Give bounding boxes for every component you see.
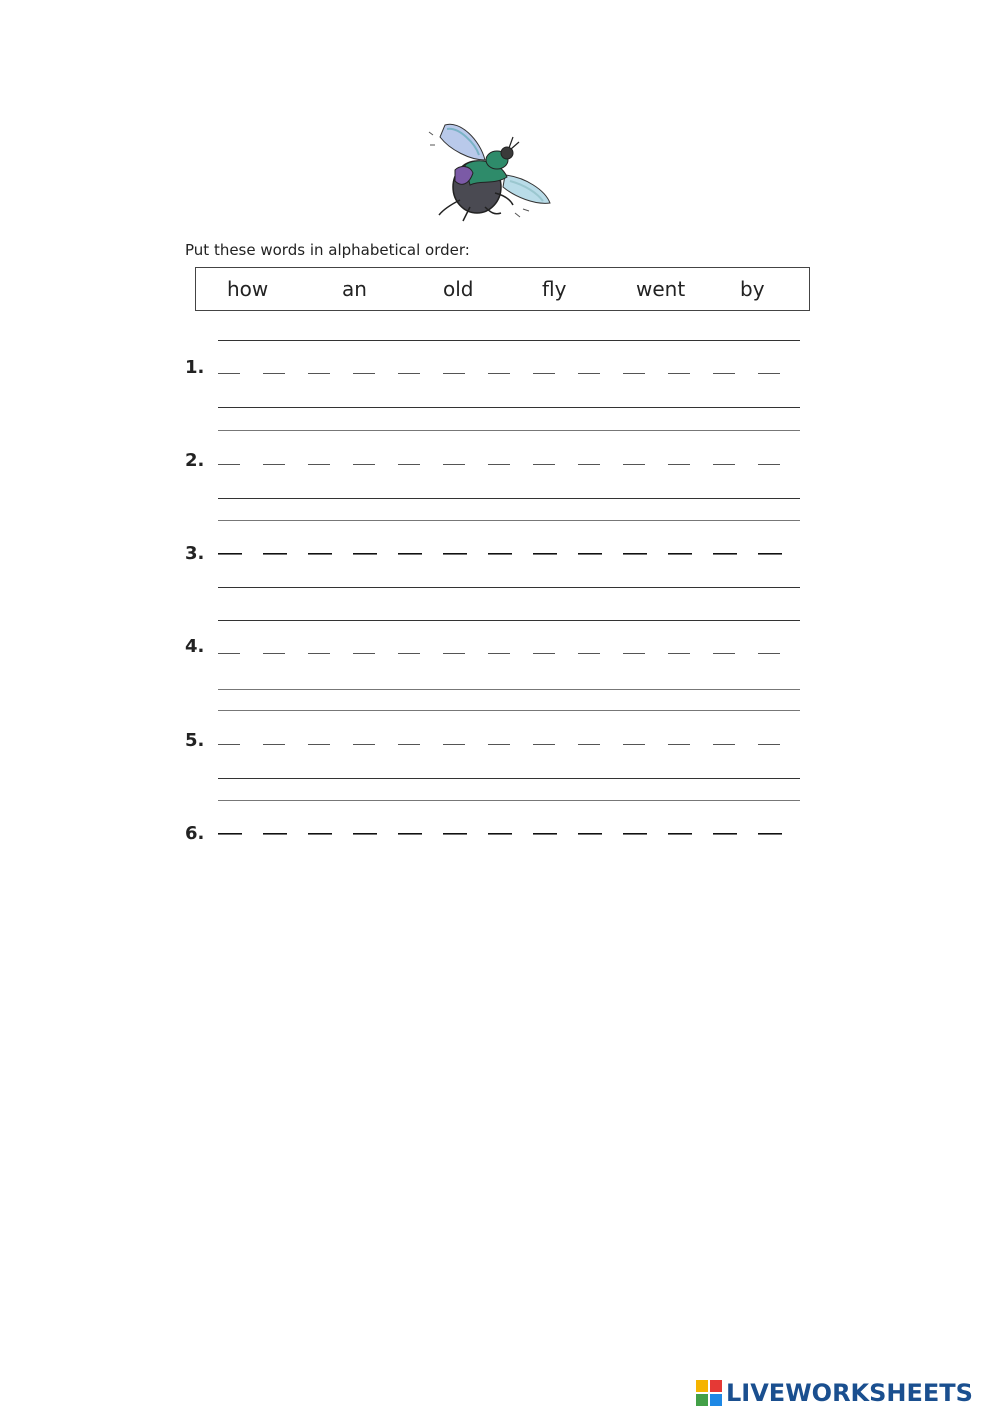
row-number: 6. (185, 823, 205, 844)
answer-row[interactable] (0, 710, 1000, 790)
top-line (218, 430, 800, 431)
word-bank-item: how (227, 277, 269, 301)
top-line (218, 620, 800, 621)
liveworksheets-brand[interactable] (696, 1378, 973, 1408)
base-line (218, 498, 800, 499)
liveworksheets-logo-icon (696, 1380, 722, 1406)
base-line (218, 778, 800, 779)
row-number: 1. (185, 357, 205, 378)
midline-dashes (218, 373, 802, 374)
answer-row[interactable] (0, 520, 1000, 600)
base-line (218, 407, 800, 408)
base-line (218, 587, 800, 588)
midline-dashes (218, 744, 802, 745)
top-line (218, 520, 800, 521)
word-bank-item: old (443, 277, 474, 301)
midline-dashes (218, 833, 802, 835)
answer-row[interactable] (0, 340, 1000, 420)
answer-row[interactable] (0, 430, 1000, 510)
row-number: 4. (185, 636, 205, 657)
top-line (218, 800, 800, 801)
row-number: 2. (185, 450, 205, 471)
top-line (218, 710, 800, 711)
row-number: 5. (185, 730, 205, 751)
brand-name: LIVEWORKSHEETS (726, 1379, 973, 1407)
word-bank-item: fly (542, 277, 567, 301)
midline-dashes (218, 464, 802, 465)
word-bank-item: by (740, 277, 765, 301)
word-bank (195, 267, 810, 311)
midline-dashes (218, 553, 802, 555)
top-line (218, 340, 800, 341)
midline-dashes (218, 653, 802, 654)
beetle-icon (425, 115, 560, 225)
row-number: 3. (185, 543, 205, 564)
instruction-text: Put these words in alphabetical order: (185, 241, 470, 259)
word-bank-item: went (636, 277, 686, 301)
word-bank-item: an (342, 277, 367, 301)
base-line (218, 689, 800, 690)
answer-row[interactable] (0, 800, 1000, 880)
answer-row[interactable] (0, 620, 1000, 700)
